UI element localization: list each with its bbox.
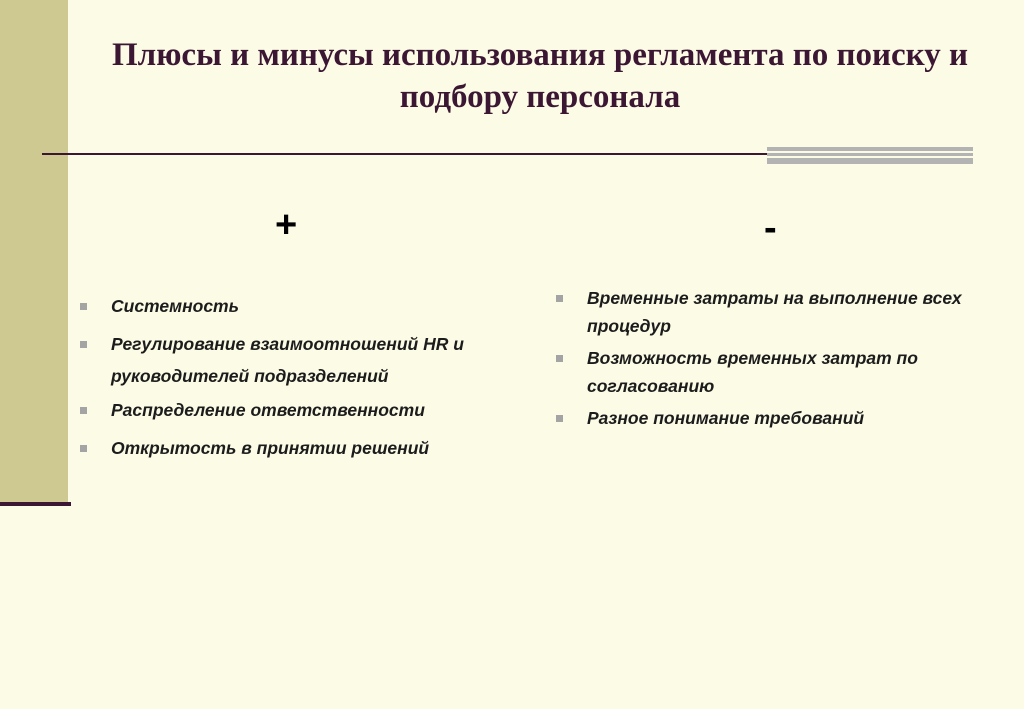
pros-item-text: Распределение ответственности [111,400,425,420]
cons-item-text: Возможность временных затрат по согласованию [587,348,918,396]
square-bullet-icon [556,295,563,302]
square-bullet-icon [556,355,563,362]
cons-heading: - [764,207,777,249]
pros-item-text: Регулирование взаимоотношений HR и руководителей подразделений [111,334,464,386]
pros-heading: + [275,204,298,246]
cons-item [555,344,995,400]
cons-item [555,284,995,340]
square-bullet-icon [80,303,87,310]
square-bullet-icon [80,407,87,414]
cons-item-text: Разное понимание требований [587,408,865,428]
cons-item-text: Временные затраты на выполнение всех процедур [587,288,962,336]
square-bullet-icon [80,445,87,452]
pros-item-text: Системность [111,296,240,316]
cons-list [555,284,995,436]
slide-title: Плюсы и минусы использования регламента по поиску и подбору персонала [112,37,968,115]
pros-item [79,290,519,322]
cons-item [555,404,995,432]
square-bullet-icon [80,341,87,348]
pros-item [79,432,519,464]
square-bullet-icon [556,415,563,422]
pros-item [79,394,519,426]
title-divider-accent [767,147,973,164]
decorative-side-bar-base [0,502,71,506]
pros-item-text: Открытость в принятии решений [111,438,430,458]
pros-item [79,328,519,392]
pros-list [79,290,519,470]
decorative-side-bar [0,0,68,502]
